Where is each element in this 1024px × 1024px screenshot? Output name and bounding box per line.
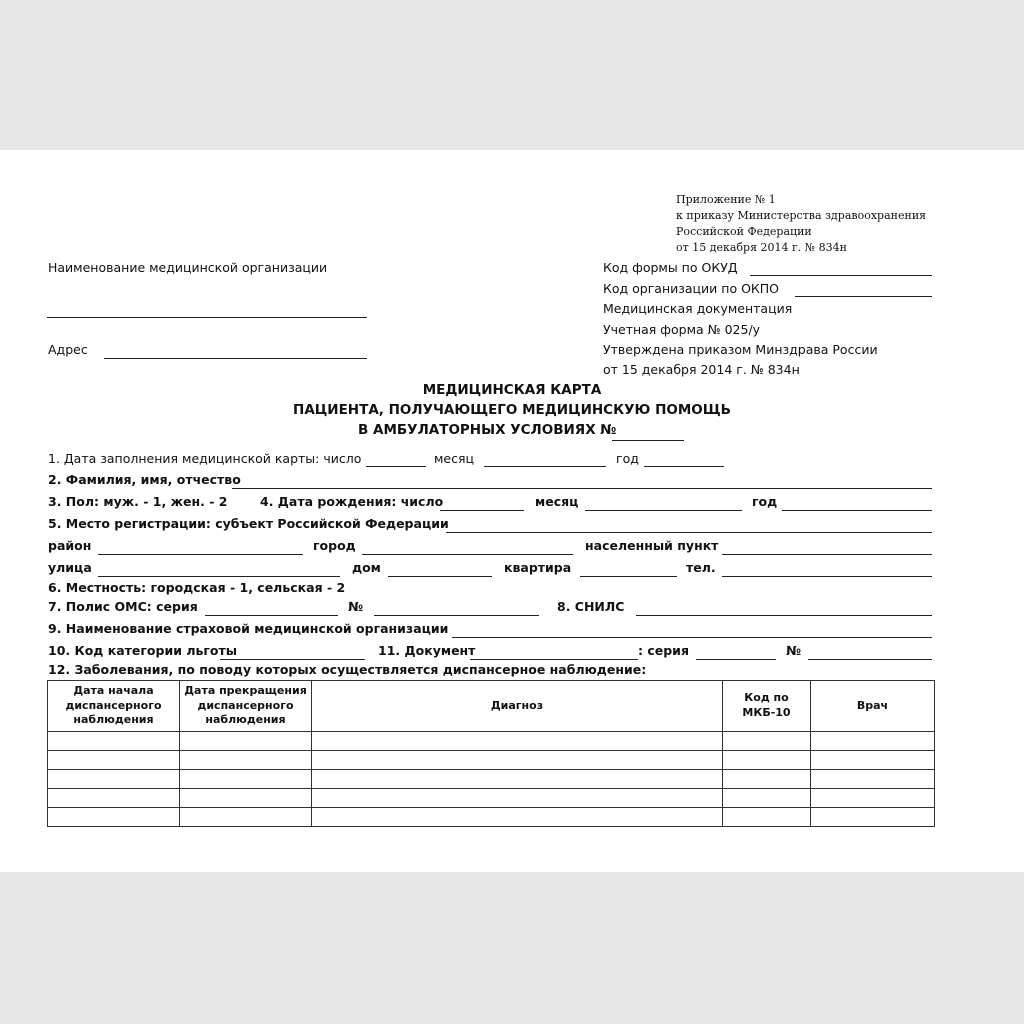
phone-line[interactable] [722, 576, 932, 577]
approval-line-4: от 15 декабря 2014 г. № 834н [676, 241, 847, 254]
table-cell[interactable] [723, 789, 811, 808]
table-cell[interactable] [180, 808, 312, 827]
settlement-label: населенный пункт [585, 538, 719, 553]
header-start-date: Дата начала диспансерного наблюдения [48, 681, 180, 732]
table-cell[interactable] [723, 808, 811, 827]
table-cell[interactable] [180, 770, 312, 789]
field-1-year-label: год [616, 451, 639, 466]
document-number-line[interactable] [808, 659, 932, 660]
field-9-line[interactable] [452, 637, 932, 638]
header-diagnosis: Диагноз [312, 681, 723, 732]
field-4-year-line[interactable] [782, 510, 932, 511]
field-6-label: 6. Местность: городская - 1, сельская - 2 [48, 580, 346, 595]
org-name-label: Наименование медицинской организации [48, 260, 328, 275]
field-10-line[interactable] [220, 659, 365, 660]
table-cell[interactable] [48, 808, 180, 827]
oms-number-line[interactable] [374, 615, 539, 616]
snils-line[interactable] [636, 615, 932, 616]
field-1-day-line[interactable] [366, 466, 426, 467]
street-line[interactable] [98, 576, 340, 577]
table-cell[interactable] [312, 770, 723, 789]
table-cell[interactable] [811, 751, 935, 770]
okud-line[interactable] [750, 275, 932, 276]
field-2-label: 2. Фамилия, имя, отчество [48, 472, 241, 487]
field-2-line[interactable] [232, 488, 932, 489]
field-1-month-line[interactable] [484, 466, 606, 467]
table-cell[interactable] [723, 751, 811, 770]
phone-label: тел. [686, 560, 716, 575]
field-3-label: 3. Пол: муж. - 1, жен. - 2 [48, 494, 228, 509]
table-row [48, 808, 935, 827]
table-cell[interactable] [180, 751, 312, 770]
field-12-label: 12. Заболевания, по поводу которых осуществляется диспансерное наблюдение: [48, 662, 647, 677]
dispensary-table [47, 680, 935, 827]
field-1-year-line[interactable] [644, 466, 724, 467]
address-line[interactable] [104, 358, 367, 359]
approved-label: Утверждена приказом Минздрава России [603, 342, 878, 357]
table-cell[interactable] [48, 770, 180, 789]
org-name-line[interactable] [47, 317, 367, 318]
title-line-3: В АМБУЛАТОРНЫХ УСЛОВИЯХ № [358, 422, 617, 438]
approval-line-2: к приказу Министерства здравоохранения [676, 209, 927, 222]
table-row [48, 770, 935, 789]
okpo-label: Код организации по ОКПО [603, 281, 780, 296]
header-icd10: Код по МКБ-10 [723, 681, 811, 732]
street-label: улица [48, 560, 92, 575]
table-cell[interactable] [811, 808, 935, 827]
field-9-label: 9. Наименование страховой медицинской организации [48, 621, 449, 636]
table-cell[interactable] [312, 751, 723, 770]
title-line-2: ПАЦИЕНТА, ПОЛУЧАЮЩЕГО МЕДИЦИНСКУЮ ПОМОЩЬ [293, 402, 731, 418]
document-number-label: № [786, 643, 802, 658]
field-5-label: 5. Место регистрации: субъект Российской Федерации [48, 516, 449, 531]
address-label: Адрес [48, 342, 88, 357]
field-4-year-label: год [752, 494, 778, 509]
table-cell[interactable] [811, 789, 935, 808]
med-doc-label: Медицинская документация [603, 301, 793, 316]
table-row [48, 751, 935, 770]
table-cell[interactable] [48, 789, 180, 808]
table-cell[interactable] [811, 770, 935, 789]
field-4-month-line[interactable] [585, 510, 742, 511]
table-cell[interactable] [312, 789, 723, 808]
approval-line-1: Приложение № 1 [676, 193, 776, 206]
field-1-label: 1. Дата заполнения медицинской карты: число [48, 451, 362, 466]
approved-date-label: от 15 декабря 2014 г. № 834н [603, 362, 800, 377]
apartment-label: квартира [504, 560, 572, 575]
city-line[interactable] [362, 554, 573, 555]
field-8-label: 8. СНИЛС [557, 599, 625, 614]
document-series-line[interactable] [696, 659, 776, 660]
field-4-day-line[interactable] [440, 510, 524, 511]
header-end-date: Дата прекращения диспансерного наблюдения [180, 681, 312, 732]
table-cell[interactable] [723, 770, 811, 789]
header-doctor: Врач [811, 681, 935, 732]
table-cell[interactable] [811, 732, 935, 751]
okpo-line[interactable] [795, 296, 932, 297]
document-series-label: : серия [638, 643, 689, 658]
house-label: дом [352, 560, 381, 575]
oms-series-line[interactable] [205, 615, 338, 616]
settlement-line[interactable] [722, 554, 932, 555]
table-cell[interactable] [48, 732, 180, 751]
oms-number-label: № [348, 599, 364, 614]
field-4-label: 4. Дата рождения: число [260, 494, 444, 509]
document-line[interactable] [470, 659, 638, 660]
table-row [48, 789, 935, 808]
approval-line-3: Российской Федерации [676, 225, 812, 238]
table-cell[interactable] [312, 808, 723, 827]
okud-label: Код формы по ОКУД [603, 260, 738, 275]
field-4-month-label: месяц [535, 494, 579, 509]
district-label: район [48, 538, 92, 553]
form-number-label: Учетная форма № 025/у [603, 322, 761, 337]
field-1-month-label: месяц [434, 451, 475, 466]
table-cell[interactable] [180, 732, 312, 751]
table-cell[interactable] [48, 751, 180, 770]
title-line-1: МЕДИЦИНСКАЯ КАРТА [422, 382, 602, 398]
table-cell[interactable] [723, 732, 811, 751]
field-7-label: 7. Полис ОМС: серия [48, 599, 198, 614]
district-line[interactable] [98, 554, 303, 555]
field-11-label: 11. Документ [378, 643, 476, 658]
table-row [48, 732, 935, 751]
card-number-line[interactable] [612, 440, 684, 441]
field-5-line[interactable] [446, 532, 932, 533]
city-label: город [313, 538, 356, 553]
apartment-line[interactable] [580, 576, 677, 577]
field-10-label: 10. Код категории льготы [48, 643, 238, 658]
table-cell[interactable] [312, 732, 723, 751]
table-cell[interactable] [180, 789, 312, 808]
house-line[interactable] [388, 576, 492, 577]
